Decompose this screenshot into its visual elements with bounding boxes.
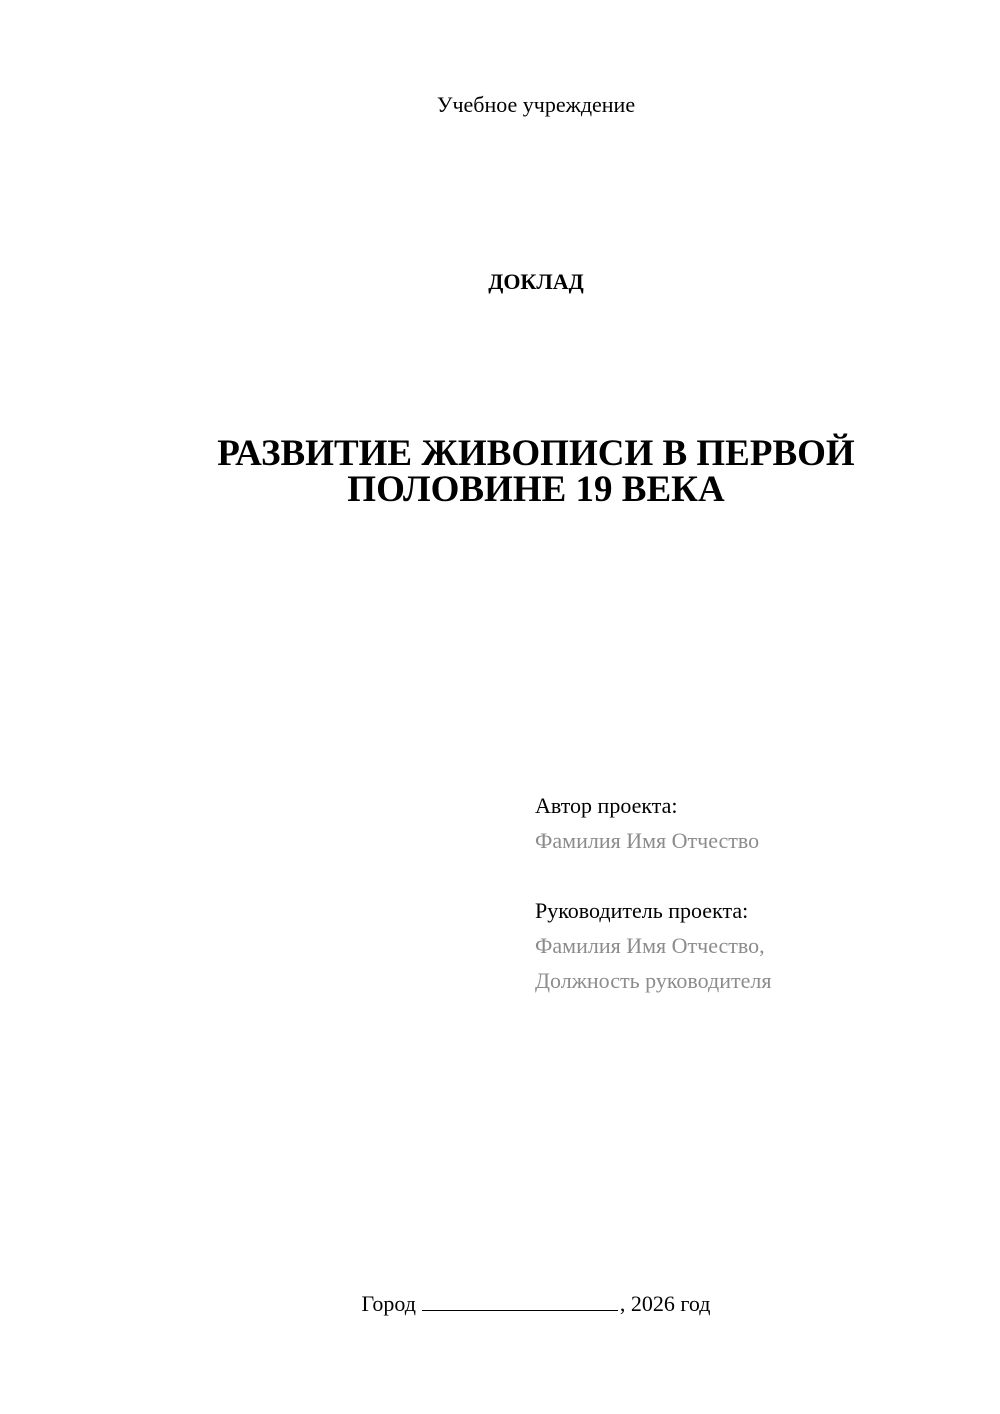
author-name-placeholder: Фамилия Имя Отчество — [535, 828, 760, 853]
year-text: , 2026 год — [619, 1291, 711, 1316]
city-blank-line — [422, 1290, 618, 1311]
credits-block — [535, 788, 975, 998]
supervisor-label: Руководитель проекта: — [535, 898, 749, 923]
document-title — [150, 433, 922, 510]
supervisor-position-placeholder: Должность руководителя — [535, 968, 772, 993]
document-type: ДОКЛАД — [488, 269, 584, 294]
city-label: Город — [361, 1291, 416, 1316]
document-title-line-2: ПОЛОВИНЕ 19 ВЕКА — [347, 469, 725, 510]
author-label: Автор проекта: — [535, 793, 678, 818]
footer-city-year — [0, 1290, 1000, 1318]
credits-spacer — [535, 858, 975, 893]
document-title-line-1: РАЗВИТИЕ ЖИВОПИСИ В ПЕРВОЙ — [217, 433, 855, 474]
supervisor-name-placeholder: Фамилия Имя Отчество, — [535, 933, 765, 958]
institution-name: Учебное учреждение — [436, 92, 636, 117]
